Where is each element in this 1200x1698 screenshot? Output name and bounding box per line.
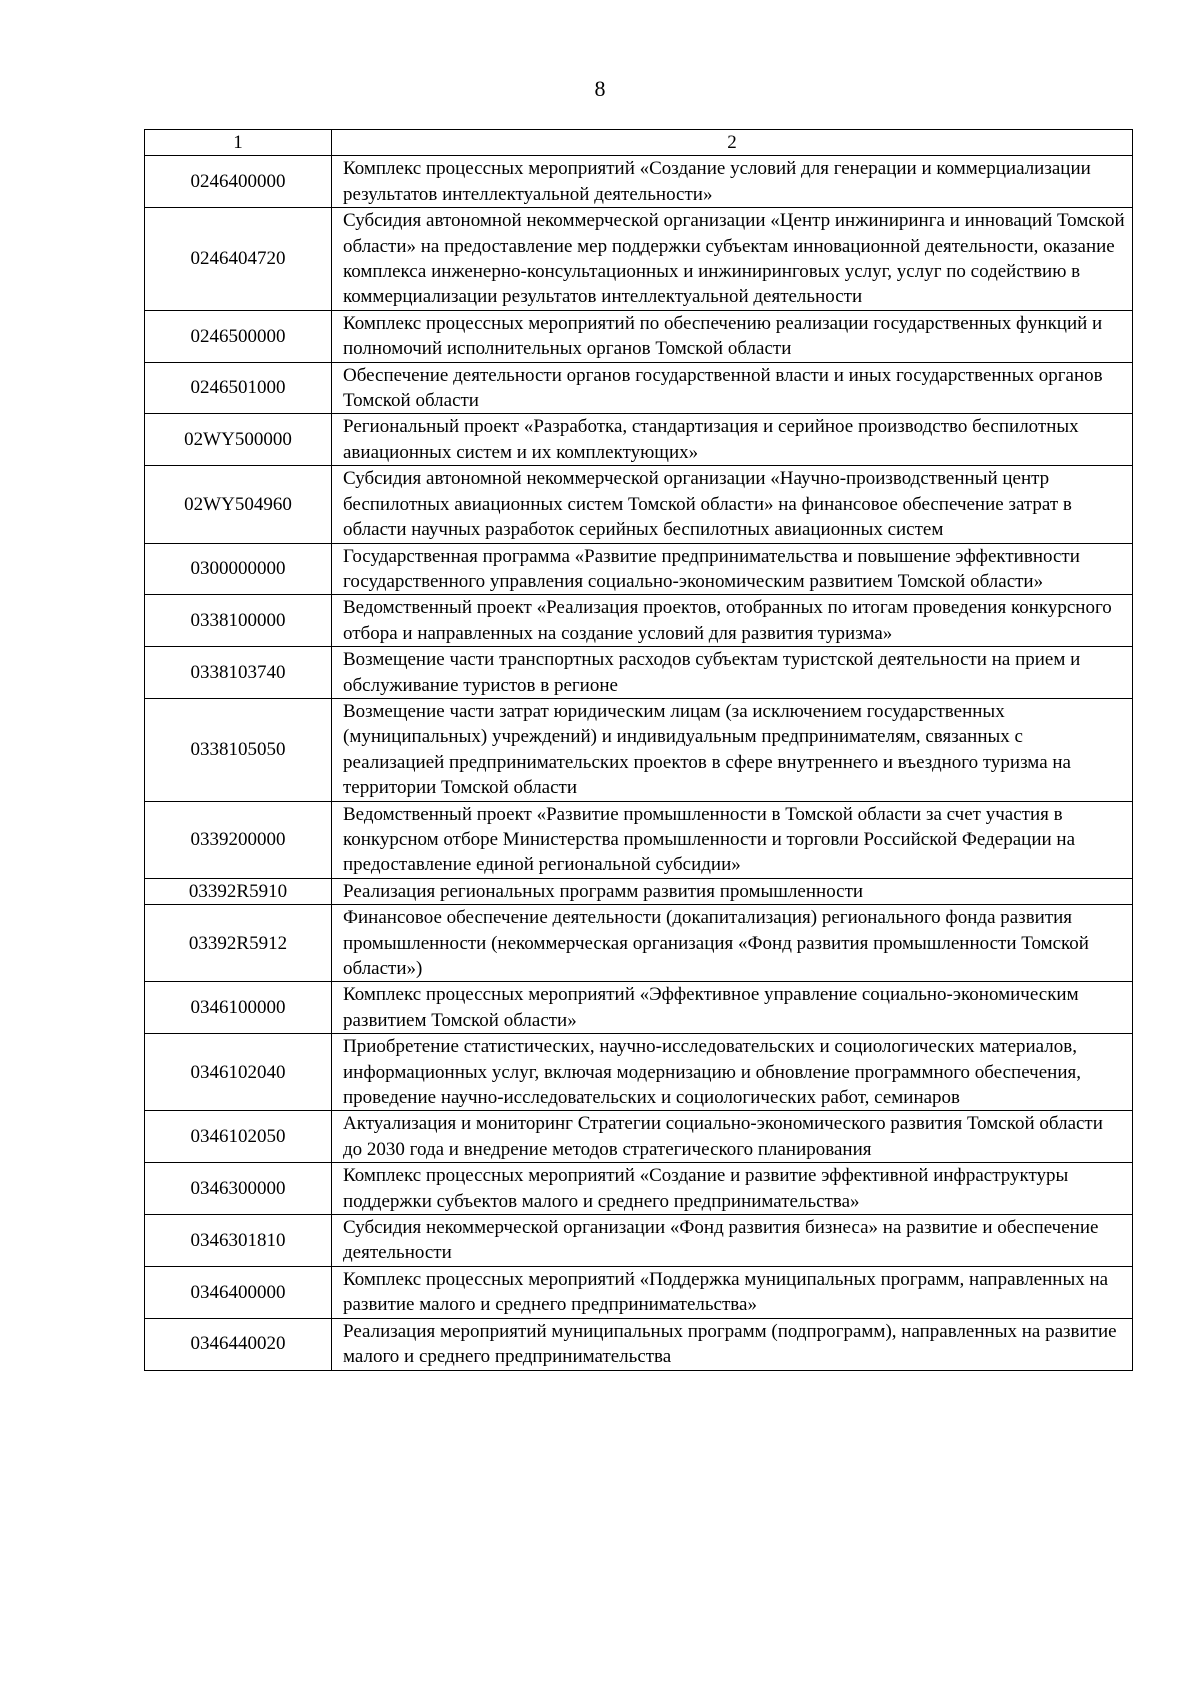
row-description-cell: Реализация мероприятий муниципальных программ (подпрограмм), направленных на развитие малого и среднего предпринимательства: [332, 1318, 1133, 1370]
table-header-row: [145, 130, 1133, 156]
row-code-cell: 0339200000: [145, 801, 332, 878]
row-code-cell: 0300000000: [145, 543, 332, 595]
row-description-cell: Реализация региональных программ развития промышленности: [332, 878, 1133, 904]
row-code-cell: 0346400000: [145, 1266, 332, 1318]
row-code-cell: 0346102040: [145, 1034, 332, 1111]
row-description-cell: Комплекс процессных мероприятий «Создание условий для генерации и коммерциализации результатов интеллектуальной деятельности»: [332, 156, 1133, 208]
table-row: [145, 647, 1133, 699]
row-description-cell: Субсидия автономной некоммерческой организации «Научно-производственный центр беспилотных авиационных систем Томской области» на финансовое обеспечение затрат в области научных разработок серийных беспилотных авиационных систем: [332, 466, 1133, 543]
row-code-cell: 0346102050: [145, 1111, 332, 1163]
row-description-cell: Субсидия автономной некоммерческой организации «Центр инжиниринга и инноваций Томской области» на предоставление мер поддержки субъектам инновационной деятельности, оказание комплекса инженерно-консультационных и инжиниринговых услуг, услуг по содействию в коммерциализации результатов интеллектуальной деятельности: [332, 208, 1133, 311]
table-row: [145, 208, 1133, 311]
row-code-cell: 0246501000: [145, 362, 332, 414]
row-description-cell: Комплекс процессных мероприятий «Поддержка муниципальных программ, направленных на развитие малого и среднего предпринимательства»: [332, 1266, 1133, 1318]
row-code-cell: 0246500000: [145, 310, 332, 362]
page-number: 8: [594, 76, 606, 101]
table-row: [145, 362, 1133, 414]
row-code-cell: 03392R5910: [145, 878, 332, 904]
table-body: [145, 156, 1133, 1370]
row-code-cell: 0338103740: [145, 647, 332, 699]
table-row: [145, 595, 1133, 647]
table-row: [145, 466, 1133, 543]
row-description-cell: Комплекс процессных мероприятий по обеспечению реализации государственных функций и полномочий исполнительных органов Томской области: [332, 310, 1133, 362]
table-row: [145, 878, 1133, 904]
row-description-cell: Ведомственный проект «Реализация проектов, отобранных по итогам проведения конкурсного отбора и направленных на создание условий для развития туризма»: [332, 595, 1133, 647]
row-description-cell: Региональный проект «Разработка, стандартизация и серийное производство беспилотных авиационных систем и их комплектующих»: [332, 414, 1133, 466]
row-description-cell: Возмещение части транспортных расходов субъектам туристской деятельности на прием и обслуживание туристов в регионе: [332, 647, 1133, 699]
row-code-cell: 0338105050: [145, 698, 332, 801]
row-description-cell: Актуализация и мониторинг Стратегии социально-экономического развития Томской области до 2030 года и внедрение методов стратегического планирования: [332, 1111, 1133, 1163]
column-header-description: 2: [332, 130, 1133, 156]
table-row: [145, 982, 1133, 1034]
row-description-cell: Возмещение части затрат юридическим лицам (за исключением государственных (муниципальных) учреждений) и индивидуальным предпринимателям, связанных с реализацией предпринимательских проектов в сфере внутреннего и въездного туризма на территории Томской области: [332, 698, 1133, 801]
table-row: [145, 1163, 1133, 1215]
row-code-cell: 0346300000: [145, 1163, 332, 1215]
budget-code-table: [144, 129, 1133, 1371]
table-row: [145, 1215, 1133, 1267]
row-code-cell: 02WY504960: [145, 466, 332, 543]
row-description-cell: Комплекс процессных мероприятий «Создание и развитие эффективной инфраструктуры поддержки субъектов малого и среднего предпринимательства»: [332, 1163, 1133, 1215]
row-description-cell: Обеспечение деятельности органов государственной власти и иных государственных органов Томской области: [332, 362, 1133, 414]
table-row: [145, 801, 1133, 878]
row-description-cell: Финансовое обеспечение деятельности (докапитализация) регионального фонда развития промышленности (некоммерческая организация «Фонд развития промышленности Томской области»): [332, 905, 1133, 982]
row-description-cell: Комплекс процессных мероприятий «Эффективное управление социально-экономическим развитием Томской области»: [332, 982, 1133, 1034]
table-row: [145, 414, 1133, 466]
table-row: [145, 310, 1133, 362]
table-row: [145, 1111, 1133, 1163]
table-row: [145, 543, 1133, 595]
table-row: [145, 698, 1133, 801]
row-code-cell: 0246404720: [145, 208, 332, 311]
row-description-cell: Государственная программа «Развитие предпринимательства и повышение эффективности государственного управления социально-экономическим развитием Томской области»: [332, 543, 1133, 595]
row-description-cell: Ведомственный проект «Развитие промышленности в Томской области за счет участия в конкурсном отборе Министерства промышленности и торговли Российской Федерации на предоставление единой региональной субсидии»: [332, 801, 1133, 878]
row-code-cell: 0346440020: [145, 1318, 332, 1370]
row-code-cell: 03392R5912: [145, 905, 332, 982]
table-row: [145, 156, 1133, 208]
table-row: [145, 1266, 1133, 1318]
row-description-cell: Приобретение статистических, научно-исследовательских и социологических материалов, информационных услуг, включая модернизацию и обновление программного обеспечения, проведение научно-исследовательских и социологических работ, семинаров: [332, 1034, 1133, 1111]
row-code-cell: 0346301810: [145, 1215, 332, 1267]
row-code-cell: 0246400000: [145, 156, 332, 208]
row-code-cell: 0338100000: [145, 595, 332, 647]
table-row: [145, 1318, 1133, 1370]
row-description-cell: Субсидия некоммерческой организации «Фонд развития бизнеса» на развитие и обеспечение деятельности: [332, 1215, 1133, 1267]
row-code-cell: 02WY500000: [145, 414, 332, 466]
table-row: [145, 1034, 1133, 1111]
row-code-cell: 0346100000: [145, 982, 332, 1034]
table-row: [145, 905, 1133, 982]
column-header-code: 1: [145, 130, 332, 156]
